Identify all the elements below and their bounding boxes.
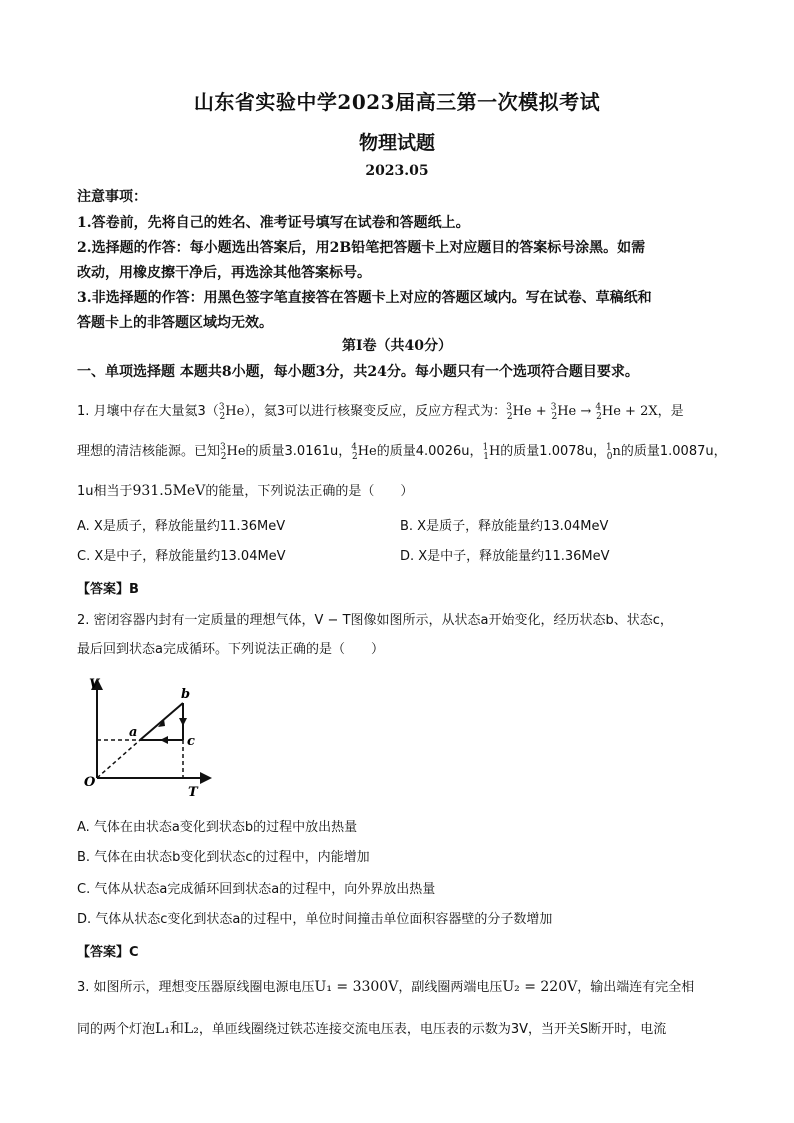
q3-text-b: ，副线圈两端电压 xyxy=(398,980,503,995)
volume-heading: 第Ⅰ卷（共40分） xyxy=(341,338,453,354)
reaction-equation: $^3_2$He + $^3_2$He → $^4_2$He + 2X xyxy=(506,402,658,422)
he3-symbol: $^3_2$He xyxy=(218,402,245,422)
q2-line-2: 最后回到状态a完成循环。下列说法正确的是（ ） xyxy=(77,642,384,657)
h1-symbol: $^1_1$H xyxy=(482,442,501,462)
arrow-c-a xyxy=(160,736,168,744)
notice-item-2a: 2.选择题的作答：每小题选出答案后，用2B铅笔把答题卡上对应题目的答案标号涂黑。如需 xyxy=(77,240,646,256)
q3-text-e: ，单匝线圈绕过铁芯连接交流电压表，电压表的示数为3V，当开关S断开时，电流 xyxy=(198,1022,667,1037)
notice-heading: 注意事项： xyxy=(77,189,147,205)
origin-dash-line xyxy=(97,740,140,778)
q1-question: 的能量，下列说法正确的是（ ） xyxy=(205,484,414,499)
q3-text-d: 同的两个灯泡 xyxy=(77,1022,156,1037)
q1-line-2 xyxy=(77,440,727,462)
q3-text-a: 3. 如图所示，理想变压器原线圈电源电压 xyxy=(77,980,315,995)
q2-line-1: 2. 密闭容器内封有一定质量的理想气体，V − T图像如图所示，从状态a开始变化，经历状态b、状态c， xyxy=(77,613,673,628)
page-title: 山东省实验中学2023届高三第一次模拟考试 xyxy=(193,90,601,114)
label-a: a xyxy=(129,725,138,740)
q2-option-d: D. 气体从状态c变化到状态a的过程中，单位时间撞击单位面积容器壁的分子数增加 xyxy=(77,912,553,927)
q1-text-u: 1u相当于 xyxy=(77,484,133,499)
n-symbol: $^1_0$n xyxy=(606,442,621,462)
q3-line-1 xyxy=(77,976,694,995)
he4-mass: 的质量4.0026u， xyxy=(376,444,483,459)
q3-u1: U₁ = 3300V xyxy=(314,979,399,995)
q1-line-3 xyxy=(77,480,413,499)
q2-option-a: A. 气体在由状态a变化到状态b的过程中放出热量 xyxy=(77,820,358,835)
h1-mass: 的质量1.0078u， xyxy=(500,444,607,459)
part1-heading: 一、单项选择题 本题共8小题，每小题3分，共24分。每小题只有一个选项符合题目要求。 xyxy=(77,364,639,380)
q1-line-1 xyxy=(77,400,684,422)
q3-text-c: ，输出端连有完全相 xyxy=(577,980,695,995)
notice-item-2b: 改动，用橡皮擦干净后，再选涂其他答案标号。 xyxy=(77,265,371,281)
q1-option-d: D. X是中子，释放能量约11.36MeV xyxy=(400,549,610,564)
label-o: O xyxy=(84,775,96,790)
q1-text-a: 1. 月壤中存在大量氦3（ xyxy=(77,404,219,419)
notice-item-1: 1.答卷前，先将自己的姓名、准考证号填写在试卷和答题纸上。 xyxy=(77,215,470,231)
energy-value: 931.5MeV xyxy=(132,483,206,499)
arrow-b-c xyxy=(179,718,187,726)
q1-option-a: A. X是质子，释放能量约11.36MeV xyxy=(77,519,286,534)
he3-symbol-2: $^3_2$He xyxy=(220,442,246,462)
he3-mass: 的质量3.0161u， xyxy=(245,444,352,459)
notice-item-3a: 3.非选择题的作答：用黑色签字笔直接答在答题卡上对应的答题区域内。写在试卷、草稿纸和 xyxy=(77,290,652,306)
q1-answer: 【答案】B xyxy=(77,582,139,597)
path-a-b xyxy=(140,703,183,740)
label-c: c xyxy=(187,734,195,749)
q3-line-2 xyxy=(77,1018,666,1038)
q3-u2: U₂ = 220V xyxy=(502,979,578,995)
q2-answer: 【答案】C xyxy=(77,945,139,960)
label-v: V xyxy=(89,677,100,692)
vt-diagram xyxy=(80,670,220,800)
q1-text-known: 理想的清洁核能源。已知 xyxy=(77,444,221,459)
q1-option-b: B. X是质子，释放能量约13.04MeV xyxy=(400,519,609,534)
exam-date: 2023.05 xyxy=(365,163,429,179)
label-b: b xyxy=(181,687,191,702)
q2-option-c: C. 气体从状态a完成循环回到状态a的过程中，向外界放出热量 xyxy=(77,882,436,897)
n-mass: 的质量1.0087u， xyxy=(620,444,727,459)
he4-symbol: $^4_2$He xyxy=(351,442,377,462)
page-subtitle: 物理试题 xyxy=(358,132,435,154)
q1-text-b: ），氦3可以进行核聚变反应，反应方程式为： xyxy=(244,404,507,419)
notice-item-3b: 答题卡上的非答题区域均无效。 xyxy=(77,315,273,331)
q2-option-b: B. 气体在由状态b变化到状态c的过程中，内能增加 xyxy=(77,850,370,865)
q1-option-c: C. X是中子，释放能量约13.04MeV xyxy=(77,549,286,564)
label-t: T xyxy=(188,785,198,800)
q3-lamps: L₁和L₂ xyxy=(155,1021,199,1037)
q1-text-c: ，是 xyxy=(657,404,684,419)
